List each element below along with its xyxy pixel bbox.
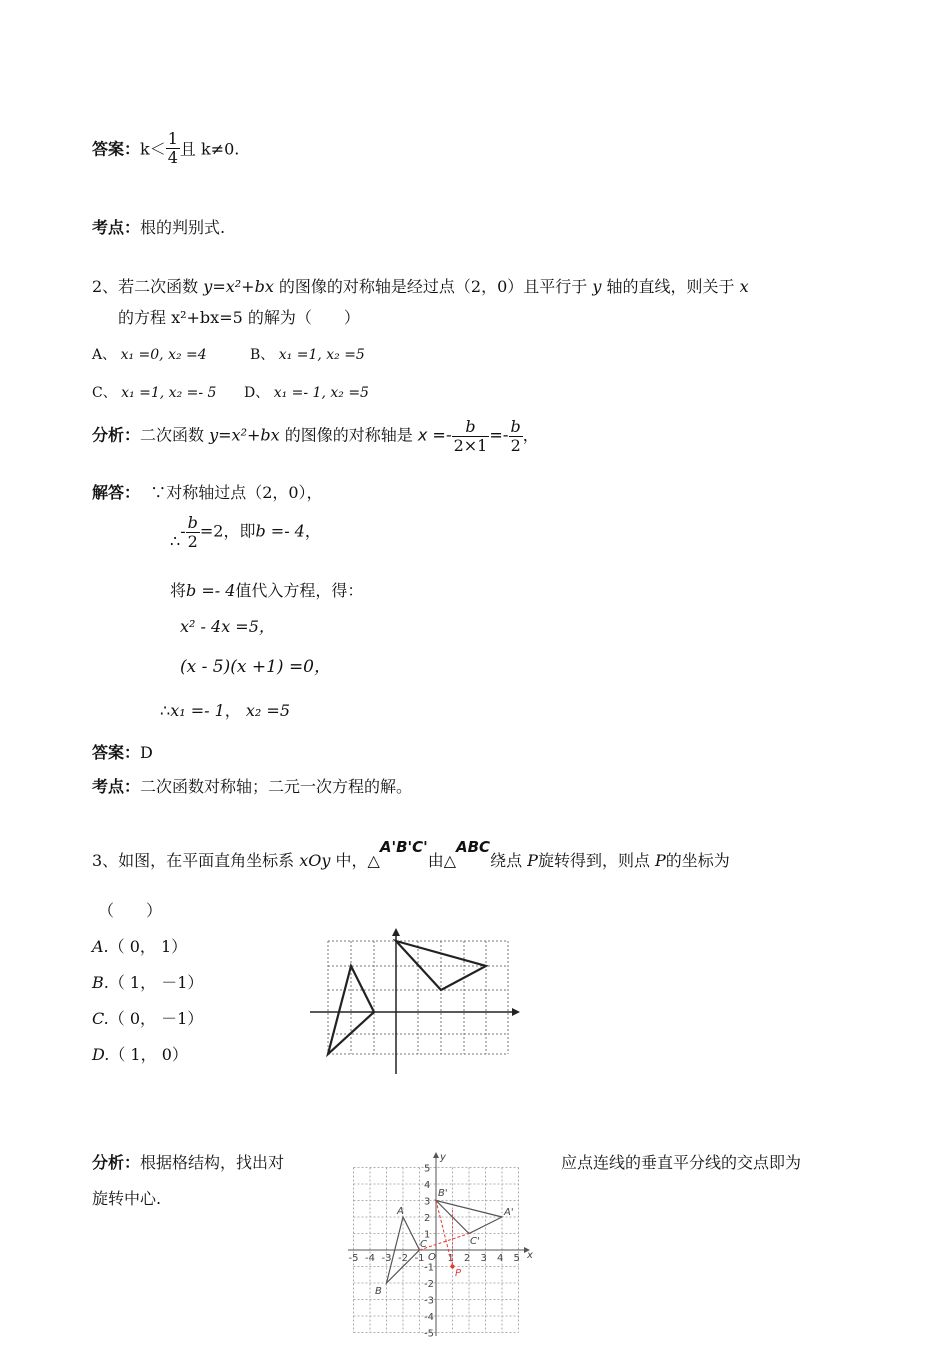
q2-jieda [92,480,323,503]
frac-denominator: 2×1 [453,435,488,455]
option-label: D、 [244,385,270,401]
q3-option-d[interactable] [92,1042,188,1065]
q3-stem [92,838,730,871]
stem-text: 轴的直线，则关于 [601,277,740,296]
q2-step5 [160,698,290,721]
stem-text: 的坐标为 [665,851,730,870]
q3-fenxi-line1 [92,1150,284,1173]
q2-step1 [170,514,321,551]
option-label: A、 [92,347,117,363]
q2-step2 [170,578,363,601]
x-tick-label: -3 [381,1253,392,1264]
x-tick-label: 4 [497,1253,504,1264]
q3-option-a[interactable] [92,934,187,957]
formula: x₁ =- 1 [170,701,225,720]
y-tick-label: -3 [424,1295,434,1307]
q2-option-a[interactable] [92,344,207,364]
stem-var: xOy [299,851,331,870]
x-tick-label: -1 [414,1253,425,1264]
x-tick-label: -2 [398,1253,408,1264]
kaodian-text: 根的判别式. [140,218,226,237]
frac-numerator: b [510,417,521,436]
point-c1-label: C' [470,1236,480,1247]
option-label: A. [92,937,109,956]
fenxi-function: y=x²+bx [209,425,280,445]
point-c-label: C [420,1239,427,1250]
jieda-text: 值代入方程，得： [235,581,364,600]
stem-text: 2、若二次函数 [92,277,204,296]
q2-option-c[interactable] [92,382,216,402]
punct: ， [522,425,539,445]
kaodian-label: 考点： [92,777,141,796]
q2-option-b[interactable] [250,344,365,364]
stem-text: 绕点 [490,851,528,870]
y-axis-arrow-icon [392,928,400,936]
option-label: C. [92,1009,109,1028]
grid-lines [328,941,508,1054]
jieda-text: 将 [170,581,187,600]
x-tick-label: -4 [365,1253,375,1264]
frac-denominator: 2 [187,531,198,551]
y-axis-label: y [440,1152,446,1163]
q2-step4: (x - 5)(x +1) =0， [180,657,331,677]
frac-denominator: 4 [167,147,178,167]
x-tick-label: 5 [513,1253,520,1264]
fraction [452,418,490,454]
punct: ， [224,701,241,720]
answer-label: 答案： [92,139,141,159]
option-expr: x₁ =1, x₂ =5 [278,347,365,363]
stem-text: 中，△ [330,851,380,870]
y-tick-label: 5 [424,1163,431,1175]
jieda-label: 解答： [92,483,141,502]
jieda-text: ，即 [223,521,256,541]
option-label: C、 [92,385,117,401]
option-expr: x₁ =- 1, x₂ =5 [273,385,369,401]
q2-stem-line2: 的方程 x²+bx=5 的解为（ ） [118,308,360,327]
formula-lhs: x =- [417,425,452,445]
point-a-label: A [397,1206,404,1217]
frac-numerator: 1 [167,129,178,148]
q3-option-c[interactable] [92,1006,203,1029]
option-expr: x₁ =1, x₂ =- 5 [121,385,217,401]
answer-suffix: 且 k≠0. [179,139,240,159]
answer-label: 答案： [92,743,141,762]
fenxi-text: 的图像的对称轴是 [279,425,413,445]
q3-fenxi-line1-cont: 应点连线的垂直平分线的交点即为 [561,1153,802,1172]
option-text: （ 0， 1） [108,937,188,956]
x-tick-label: -5 [348,1253,359,1264]
q3-option-b[interactable] [92,970,203,993]
therefore-symbol: ∴ [170,531,181,551]
formula: b =- 4 [255,521,305,541]
answer-prefix: k＜ [140,139,166,159]
q3-fenxi-line2: 旋转中心. [92,1189,162,1208]
fenxi-text: 二次函数 [140,425,210,445]
q2-stem-line1 [92,274,749,297]
jieda-text: ∵对称轴过点（2，0）， [150,483,323,502]
formula-rhs: =2 [199,521,224,541]
fenxi-label: 分析： [92,1153,141,1172]
q1-answer-line [92,130,239,166]
stem-text: 由△ [427,851,457,870]
point-p [451,1265,455,1269]
formula-mid: =- [489,425,509,445]
stem-function: y=x²+bx [203,277,274,296]
y-tick-label: 4 [424,1180,431,1191]
fenxi-text: 根据格结构，找出对 [140,1153,285,1172]
therefore-symbol: ∴ [160,701,171,720]
formula-lhs: - [180,521,186,541]
triangle-label: ABC [456,838,491,856]
q2-kaodian [92,774,412,797]
q2-fenxi [92,418,539,454]
formula: x₂ =5 [245,701,291,720]
fraction [509,418,523,454]
q3-graph-figure [306,926,526,1076]
frac-numerator: b [452,418,490,437]
y-tick-label: 2 [424,1213,431,1224]
formula: b =- 4 [186,581,236,600]
point-b-label: B [375,1286,382,1297]
x-axis-label: x [527,1250,533,1261]
y-tick-label: -5 [424,1328,434,1340]
point-b1-label: B' [438,1188,448,1199]
frac-numerator: b [187,513,198,532]
q2-step3: x² - 4x =5， [180,617,275,636]
option-expr: x₁ =0, x₂ =4 [120,347,207,363]
y-tick-label: -1 [424,1262,434,1274]
triangle-label: A'B'C' [379,838,428,856]
x-tick-label: 1 [447,1253,454,1264]
option-text: （ 1， 0） [109,1045,188,1064]
fraction [186,514,200,550]
stem-var: y [592,277,602,296]
q2-option-d[interactable] [244,382,369,402]
frac-denominator: 2 [510,435,521,455]
stem-text: 旋转得到，则点 [537,851,656,870]
kaodian-text: 二次函数对称轴；二元一次方程的解。 [140,777,413,796]
stem-text: 的图像的对称轴是经过点（2，0）且平行于 [273,277,593,296]
stem-var: P [527,851,538,870]
q3-paren: （ ） [98,901,163,920]
option-text: （ 1， －1） [108,973,204,992]
option-label: D. [92,1045,110,1064]
q1-kaodian [92,215,225,238]
stem-var: P [655,851,666,870]
q3-solution-figure [340,1150,540,1340]
punct: ， [304,521,321,541]
y-axis-arrow-icon [433,1152,439,1158]
point-p-label: P [455,1268,462,1279]
y-tick-label: 1 [424,1229,431,1241]
q2-answer [92,740,153,763]
fraction [166,130,180,166]
y-tick-label: -4 [424,1312,434,1323]
y-tick-label: 3 [424,1196,431,1208]
y-tick-label: -2 [424,1279,434,1290]
fenxi-label: 分析： [92,425,141,445]
option-text: （ 0， －1） [108,1009,204,1028]
point-a1-label: A' [504,1207,514,1218]
stem-var: x [739,277,749,296]
x-tick-label: 2 [464,1253,471,1264]
answer-text: D [140,743,153,762]
x-tick-label: 3 [480,1253,487,1264]
option-label: B. [92,973,109,992]
stem-text: 3、如图，在平面直角坐标系 [92,851,300,870]
origin-label: O [428,1252,436,1263]
option-label: B、 [250,347,275,363]
x-axis-arrow-icon [512,1008,520,1016]
kaodian-label: 考点： [92,218,141,237]
